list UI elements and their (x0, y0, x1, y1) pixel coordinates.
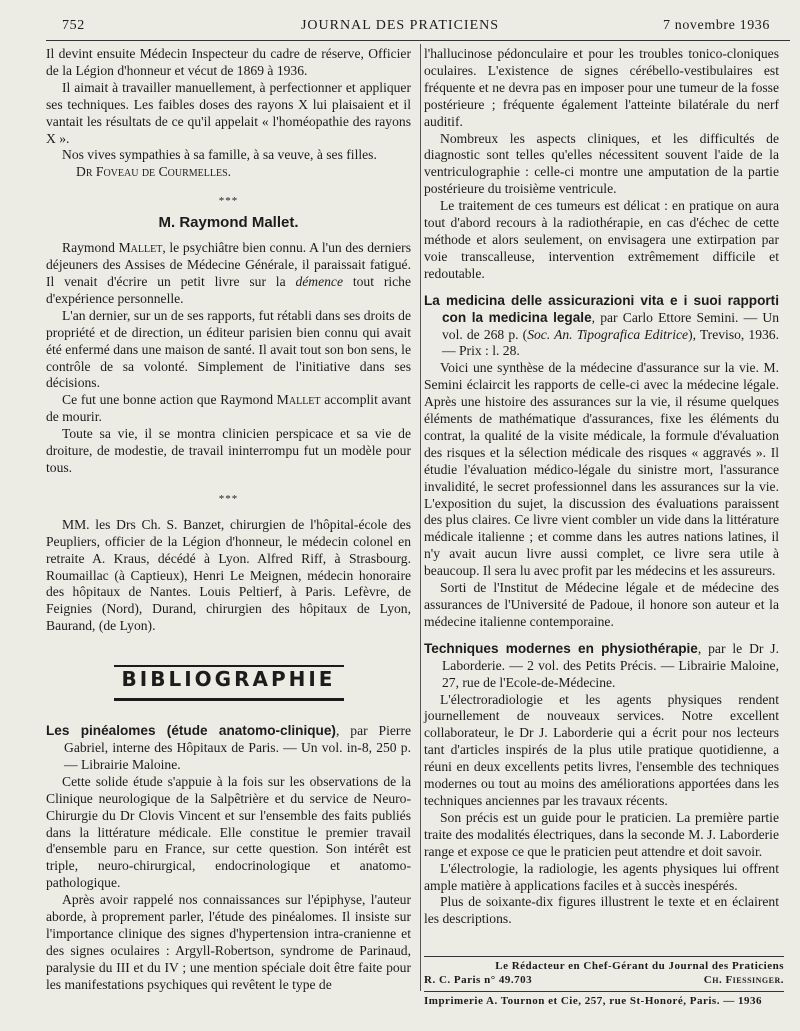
text-run: Raymond (62, 240, 119, 256)
bibliography-rule (114, 698, 344, 701)
book-title: Les pinéalomes (étude anatomo-clinique) (46, 723, 336, 739)
review-paragraph: Son précis est un guide pour le praticien. La première partie traite des modalités électriques, dans la seconde M. J. Laborderie range et expose ce que le praticien peut attendre et doit savoir. (424, 809, 779, 859)
book-entry-heading (46, 723, 411, 774)
journal-title: JOURNAL DES PRATICIENS (300, 18, 500, 33)
review-paragraph: Sorti de l'Institut de Médecine légale et de médecine des assurances de l'Université de Padoue, il honore son auteur et la médecine italienne contemporaine. (424, 580, 779, 629)
condolence-text: Nos vives sympathies à sa famille, à sa veuve, à ses filles. (62, 147, 377, 163)
book-title: Techniques modernes en physiothérapie (424, 640, 698, 656)
italic-word: démence (295, 273, 343, 289)
obituary-paragraph: L'an dernier, sur un de ses rapports, fut rétabli dans ses droits de propriété et de direction, un éditeur parisien bien connu qui avait été enfermé dans une maison de santé. Il avait tout son bon sens, le contrôle de sa volonté. Simplement de l'initiative dans ses décisions. (46, 307, 411, 391)
obituary-paragraph: Il aimait à travailler manuellement, à perfectionner et appliquer ses techniques. Les faibles doses des rayons X lui plaisaient et il vantait les résultats de ce qu'il appelait « l'homéopathie des rayons X ». (46, 79, 411, 146)
review-paragraph: Cette solide étude s'appuie à la fois sur les observations de la Clinique neurologique de la Salpêtrière et du service de Neuro-Chirurgie du Dr Clovis Vincent et sur l'ensemble des faits publiés dans la littérature médicale. Elle constitue le premier travail d'ensemble paru en France, sur cette question. Son intérêt est triple, neuro-chirurgical, endocrinologique et anatomo-pathologique. (46, 773, 411, 891)
page-footer (424, 956, 784, 1008)
text-run: tout riche d'expérience personnelle. (46, 273, 411, 306)
review-paragraph: L'électroradiologie et les agents physiques rendent journellement de nouveaux services. Notre excellent collaborateur, le Dr J. Laborderie qui a écrit pour nos lecteurs tant d'articles inspirés de la plus utile pratique quotidienne, a réuni en deux excellents petits livres, l'ensemble des techniques modernes ou tout au moins des améliorations apportées dans les techniques anciennes par les travaux récents. (424, 691, 779, 808)
publisher-italic: Soc. An. Tipografica Editrice (527, 326, 689, 342)
left-column (46, 46, 411, 994)
printer-line: Imprimerie A. Tournon et Cie, 257, rue St-Honoré, Paris. — 1936 (424, 991, 784, 1008)
footer-rule (424, 956, 784, 957)
review-paragraph: Après avoir rappelé nos connaissances sur l'épiphyse, l'auteur aborde, à proprement parler, l'étude des pinéalomes. Il insiste sur l'importance clinique des signes d'hypertension intra-cranienne et des signes oculaires : Argyll-Robertson, syndrome de Parinaud, paralysie du III et du IV ; une mention spéciale doit être faite pour les manifestations psychiques qui revêtent le type de (46, 892, 411, 992)
editor-name: Ch. Fiessinger. (703, 974, 784, 986)
review-paragraph: Plus de soixante-dix figures illustrent le texte et en éclairent les descriptions. (424, 894, 779, 927)
book-entry-heading (424, 293, 779, 361)
review-continued-paragraph: l'hallucinose pédonculaire et pour les troubles tonico-cloniques oculaires. L'existence de signes cérébello-vestibulaires est fréquente et ne devra pas en imposer pour une tumeur de la fosse postérieure ; fréquente également l'atteinte bilatérale du nerf auditif. (424, 46, 779, 129)
obituary-paragraph: Toute sa vie, il se montra clinicien perspicace et sa vie de droiture, de modestie, de travail ininterrompu fut un modèle pour tous. (46, 426, 411, 475)
book-reference: , par Carlo Ettore Semini. — Un vol. de 268 p. ( (442, 309, 779, 342)
bibliography-heading: BIBLIOGRAPHIE (114, 665, 344, 688)
section-separator-stars: *** (218, 195, 239, 208)
person-name: Mallet (276, 392, 321, 408)
obituary-paragraph (46, 240, 411, 308)
registration-line (424, 973, 784, 987)
column-divider (420, 44, 421, 991)
obituary-paragraph (46, 147, 411, 181)
person-name: Mallet (118, 240, 163, 256)
book-reference: ), Treviso, 1936. — Prix : l. 28. (442, 326, 780, 359)
obituary-continued-paragraph: Il devint ensuite Médecin Inspecteur du cadre de réserve, Officier de la Légion d'honneur et vécut de 1869 à 1936. (46, 46, 411, 78)
issue-date: 7 novembre 1936 (663, 18, 770, 33)
page-number: 752 (62, 18, 85, 33)
review-paragraph: Voici une synthèse de la médecine d'assurance sur la vie. M. Semini éclaircit les rapports de celle-ci avec la médecine légale. Après une histoire des assurances sur la vie, il résume quelques éléments de mathématique d'assurances, fixe les éléments du contrat, la qualité de la visite médicale, la formule d'évaluation des risques et la sélection médicale des risques « aggravés ». Il étudie l'évaluation médico-légale du sinistre mort, l'assurance invalidité, le secret professionnel dans les assurances sur la vie. L'exposition du sujet, la discussion des évaluations paraissent des plus claires. Ce livre vient combler un vide dans la littérature médicale italienne ; et comme dans les autres nations latines, il n'y avait aucun livre aussi complet, ce livre sera utile à beaucoup. Il sera lu avec profit par les médecins et les assureurs. (424, 360, 779, 579)
deaths-announcement: MM. les Drs Ch. S. Banzet, chirurgien de l'hôpital-école des Peupliers, officier de la Légion d'honneur, le médecin colonel en retraite A. Kraus, décédé à Lyon. Alfred Riff, à Strasbourg. Roumaillac (à Captieux), Henri Le Meignen, médecin honoraire des hôpitaux de Nantes. Louis Peltierf, à Paris. Lefèvre, de Feignies (Nord), Durand, chirurgien des hôpitaux de Lyon, Baurand, (de Lyon). (46, 516, 411, 634)
author-signature: Dr Foveau de Courmelles. (76, 164, 232, 180)
section-separator-stars: *** (218, 492, 239, 505)
review-paragraph: Le traitement de ces tumeurs est délicat : en pratique on aura tout d'abord recours à la radiothérapie, en cas d'échec de cette méthode et alors seulement, on envisagera une extirpation par voie transcalleuse, intervention extrêmement difficile et redoutable. (424, 198, 779, 281)
text-run: Ce fut une bonne action que Raymond (62, 392, 277, 408)
book-title: La medicina delle assicurazioni vita e i suoi rapporti con la medicina legale (424, 292, 779, 325)
spacer (424, 283, 779, 293)
book-entry-heading (424, 641, 779, 692)
header-rule (46, 40, 790, 41)
obituary-paragraph (46, 392, 411, 426)
text-run: accomplit avant de mourir. (46, 392, 411, 425)
review-paragraph: Nombreux les aspects cliniques, et les difficultés de diagnostic sont telles qu'elles nécessitent souvent l'aide de la ventriculographie : celle-ci montre une amputation de la partie postérieure du troisième ventricule. (424, 130, 779, 197)
page-header (0, 0, 800, 40)
book-reference: , par le Dr J. Laborderie. — 2 vol. des Petits Précis. — Librairie Maloine, 27, rue de l'Ecole-de-Médecine. (442, 640, 779, 690)
review-paragraph: L'électrologie, la radiologie, les agents physiques lui offrent ample matière à applications faciles et à succès inespérés. (424, 860, 779, 893)
text-run: , le psychiâtre bien connu. A l'un des derniers déjeuners des Assises de Médecine Générale, il paraissait fatigué. Il venait d'écrire un petit livre sur la (46, 240, 411, 289)
spacer (424, 631, 779, 641)
right-column (424, 46, 779, 928)
obituary-heading: M. Raymond Mallet. (158, 214, 299, 232)
editor-line: Le Rédacteur en Chef-Gérant du Journal des Praticiens (495, 960, 784, 972)
registration-number: R. C. Paris n° 49.703 (424, 974, 533, 986)
book-reference: , par Pierre Gabriel, interne des Hôpitaux de Paris. — Un vol. in-8, 250 p. — Librairie Maloine. (64, 723, 412, 772)
